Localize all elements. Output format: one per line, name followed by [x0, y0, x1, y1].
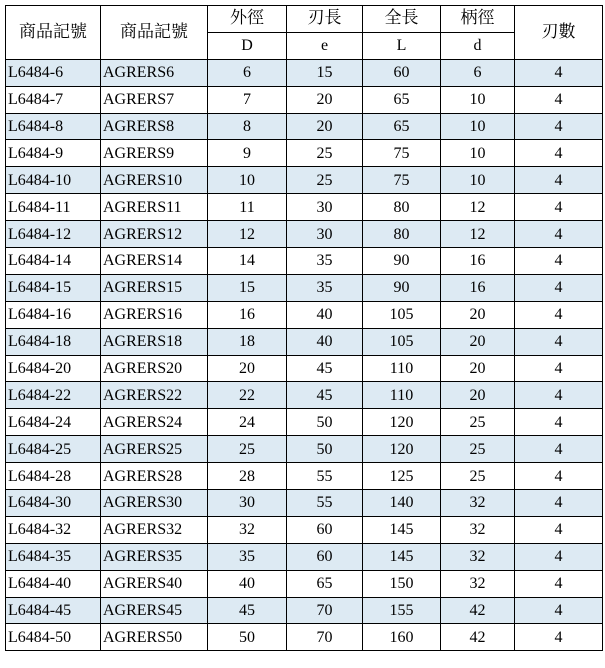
product-code-cell: AGRERS7 [101, 86, 208, 113]
blade-length-cell: 70 [287, 624, 363, 651]
outer-diameter-cell: 12 [208, 221, 287, 248]
table-row [6, 221, 603, 248]
header-total-length-symbol: L [363, 32, 441, 59]
outer-diameter-cell: 14 [208, 248, 287, 275]
table-row [6, 328, 603, 355]
shank-diameter-cell: 32 [441, 543, 515, 570]
total-length-cell: 120 [363, 436, 441, 463]
blade-length-cell: 15 [287, 59, 363, 86]
table-row [6, 570, 603, 597]
outer-diameter-cell: 25 [208, 436, 287, 463]
shank-diameter-cell: 12 [441, 221, 515, 248]
total-length-cell: 65 [363, 113, 441, 140]
product-code-cell: AGRERS32 [101, 516, 208, 543]
blade-length-cell: 35 [287, 274, 363, 301]
item-code-cell: L6484-8 [6, 113, 101, 140]
outer-diameter-cell: 11 [208, 194, 287, 221]
product-code-cell: AGRERS40 [101, 570, 208, 597]
outer-diameter-cell: 10 [208, 167, 287, 194]
item-code-cell: L6484-28 [6, 463, 101, 490]
total-length-cell: 140 [363, 490, 441, 517]
item-code-cell: L6484-30 [6, 490, 101, 517]
shank-diameter-cell: 10 [441, 140, 515, 167]
outer-diameter-cell: 32 [208, 516, 287, 543]
flutes-cell: 4 [515, 113, 603, 140]
flutes-cell: 4 [515, 328, 603, 355]
total-length-cell: 155 [363, 597, 441, 624]
shank-diameter-cell: 10 [441, 86, 515, 113]
flutes-cell: 4 [515, 194, 603, 221]
shank-diameter-cell: 32 [441, 516, 515, 543]
blade-length-cell: 50 [287, 436, 363, 463]
product-code-cell: AGRERS12 [101, 221, 208, 248]
product-code-cell: AGRERS20 [101, 355, 208, 382]
product-code-cell: AGRERS45 [101, 597, 208, 624]
table-row [6, 382, 603, 409]
table-row [6, 113, 603, 140]
table-row [6, 409, 603, 436]
header-item-code: 商品記號 [6, 6, 101, 60]
shank-diameter-cell: 6 [441, 59, 515, 86]
item-code-cell: L6484-18 [6, 328, 101, 355]
table-row [6, 140, 603, 167]
item-code-cell: L6484-6 [6, 59, 101, 86]
flutes-cell: 4 [515, 382, 603, 409]
flutes-cell: 4 [515, 86, 603, 113]
outer-diameter-cell: 24 [208, 409, 287, 436]
table-row [6, 194, 603, 221]
product-code-cell: AGRERS14 [101, 248, 208, 275]
shank-diameter-cell: 42 [441, 597, 515, 624]
shank-diameter-cell: 32 [441, 570, 515, 597]
blade-length-cell: 55 [287, 463, 363, 490]
blade-length-cell: 30 [287, 221, 363, 248]
product-code-cell: AGRERS10 [101, 167, 208, 194]
total-length-cell: 80 [363, 194, 441, 221]
item-code-cell: L6484-11 [6, 194, 101, 221]
product-code-cell: AGRERS25 [101, 436, 208, 463]
shank-diameter-cell: 25 [441, 463, 515, 490]
header-row-titles [6, 6, 603, 33]
total-length-cell: 160 [363, 624, 441, 651]
product-code-cell: AGRERS28 [101, 463, 208, 490]
shank-diameter-cell: 20 [441, 382, 515, 409]
blade-length-cell: 55 [287, 490, 363, 517]
total-length-cell: 110 [363, 382, 441, 409]
flutes-cell: 4 [515, 490, 603, 517]
blade-length-cell: 30 [287, 194, 363, 221]
blade-length-cell: 40 [287, 328, 363, 355]
outer-diameter-cell: 16 [208, 301, 287, 328]
header-shank-diameter: 柄徑 [441, 6, 515, 33]
total-length-cell: 105 [363, 328, 441, 355]
shank-diameter-cell: 25 [441, 436, 515, 463]
outer-diameter-cell: 40 [208, 570, 287, 597]
outer-diameter-cell: 20 [208, 355, 287, 382]
header-product-code: 商品記號 [101, 6, 208, 60]
outer-diameter-cell: 50 [208, 624, 287, 651]
item-code-cell: L6484-22 [6, 382, 101, 409]
table-row [6, 59, 603, 86]
item-code-cell: L6484-32 [6, 516, 101, 543]
total-length-cell: 110 [363, 355, 441, 382]
total-length-cell: 60 [363, 59, 441, 86]
total-length-cell: 120 [363, 409, 441, 436]
table-row [6, 301, 603, 328]
total-length-cell: 105 [363, 301, 441, 328]
outer-diameter-cell: 18 [208, 328, 287, 355]
shank-diameter-cell: 10 [441, 113, 515, 140]
total-length-cell: 80 [363, 221, 441, 248]
outer-diameter-cell: 8 [208, 113, 287, 140]
item-code-cell: L6484-24 [6, 409, 101, 436]
item-code-cell: L6484-35 [6, 543, 101, 570]
header-flutes: 刃數 [515, 6, 603, 60]
table-row [6, 516, 603, 543]
header-blade-length: 刃長 [287, 6, 363, 33]
shank-diameter-cell: 16 [441, 248, 515, 275]
table-row [6, 86, 603, 113]
blade-length-cell: 45 [287, 355, 363, 382]
flutes-cell: 4 [515, 597, 603, 624]
product-code-cell: AGRERS11 [101, 194, 208, 221]
blade-length-cell: 25 [287, 167, 363, 194]
item-code-cell: L6484-45 [6, 597, 101, 624]
shank-diameter-cell: 12 [441, 194, 515, 221]
outer-diameter-cell: 7 [208, 86, 287, 113]
item-code-cell: L6484-16 [6, 301, 101, 328]
table-row [6, 355, 603, 382]
shank-diameter-cell: 20 [441, 328, 515, 355]
item-code-cell: L6484-15 [6, 274, 101, 301]
table-row [6, 436, 603, 463]
shank-diameter-cell: 10 [441, 167, 515, 194]
flutes-cell: 4 [515, 463, 603, 490]
table-row [6, 274, 603, 301]
shank-diameter-cell: 20 [441, 301, 515, 328]
total-length-cell: 75 [363, 167, 441, 194]
header-blade-length-symbol: e [287, 32, 363, 59]
flutes-cell: 4 [515, 274, 603, 301]
header-total-length: 全長 [363, 6, 441, 33]
shank-diameter-cell: 20 [441, 355, 515, 382]
blade-length-cell: 20 [287, 113, 363, 140]
product-code-cell: AGRERS18 [101, 328, 208, 355]
product-code-cell: AGRERS15 [101, 274, 208, 301]
flutes-cell: 4 [515, 516, 603, 543]
outer-diameter-cell: 30 [208, 490, 287, 517]
shank-diameter-cell: 25 [441, 409, 515, 436]
outer-diameter-cell: 9 [208, 140, 287, 167]
total-length-cell: 145 [363, 543, 441, 570]
product-code-cell: AGRERS24 [101, 409, 208, 436]
flutes-cell: 4 [515, 167, 603, 194]
blade-length-cell: 25 [287, 140, 363, 167]
item-code-cell: L6484-10 [6, 167, 101, 194]
total-length-cell: 90 [363, 248, 441, 275]
flutes-cell: 4 [515, 570, 603, 597]
total-length-cell: 65 [363, 86, 441, 113]
outer-diameter-cell: 15 [208, 274, 287, 301]
product-code-cell: AGRERS50 [101, 624, 208, 651]
product-code-cell: AGRERS30 [101, 490, 208, 517]
flutes-cell: 4 [515, 543, 603, 570]
outer-diameter-cell: 6 [208, 59, 287, 86]
outer-diameter-cell: 35 [208, 543, 287, 570]
item-code-cell: L6484-7 [6, 86, 101, 113]
blade-length-cell: 70 [287, 597, 363, 624]
blade-length-cell: 60 [287, 516, 363, 543]
flutes-cell: 4 [515, 248, 603, 275]
flutes-cell: 4 [515, 301, 603, 328]
blade-length-cell: 35 [287, 248, 363, 275]
item-code-cell: L6484-14 [6, 248, 101, 275]
total-length-cell: 145 [363, 516, 441, 543]
flutes-cell: 4 [515, 436, 603, 463]
blade-length-cell: 60 [287, 543, 363, 570]
table-row [6, 463, 603, 490]
blade-length-cell: 65 [287, 570, 363, 597]
total-length-cell: 150 [363, 570, 441, 597]
flutes-cell: 4 [515, 355, 603, 382]
item-code-cell: L6484-40 [6, 570, 101, 597]
table-header [6, 6, 603, 60]
shank-diameter-cell: 32 [441, 490, 515, 517]
header-outer-diameter: 外徑 [208, 6, 287, 33]
product-code-cell: AGRERS22 [101, 382, 208, 409]
flutes-cell: 4 [515, 59, 603, 86]
spec-table [5, 5, 603, 651]
total-length-cell: 125 [363, 463, 441, 490]
table-row [6, 248, 603, 275]
item-code-cell: L6484-20 [6, 355, 101, 382]
shank-diameter-cell: 16 [441, 274, 515, 301]
flutes-cell: 4 [515, 140, 603, 167]
table-row [6, 490, 603, 517]
blade-length-cell: 40 [287, 301, 363, 328]
outer-diameter-cell: 45 [208, 597, 287, 624]
table-row [6, 543, 603, 570]
outer-diameter-cell: 28 [208, 463, 287, 490]
item-code-cell: L6484-25 [6, 436, 101, 463]
blade-length-cell: 45 [287, 382, 363, 409]
total-length-cell: 90 [363, 274, 441, 301]
header-shank-diameter-symbol: d [441, 32, 515, 59]
table-row [6, 624, 603, 651]
product-code-cell: AGRERS9 [101, 140, 208, 167]
item-code-cell: L6484-50 [6, 624, 101, 651]
product-code-cell: AGRERS6 [101, 59, 208, 86]
blade-length-cell: 20 [287, 86, 363, 113]
flutes-cell: 4 [515, 624, 603, 651]
product-code-cell: AGRERS35 [101, 543, 208, 570]
total-length-cell: 75 [363, 140, 441, 167]
table-body [6, 59, 603, 651]
flutes-cell: 4 [515, 221, 603, 248]
header-outer-diameter-symbol: D [208, 32, 287, 59]
outer-diameter-cell: 22 [208, 382, 287, 409]
product-code-cell: AGRERS8 [101, 113, 208, 140]
shank-diameter-cell: 42 [441, 624, 515, 651]
product-code-cell: AGRERS16 [101, 301, 208, 328]
item-code-cell: L6484-12 [6, 221, 101, 248]
table-row [6, 167, 603, 194]
table-row [6, 597, 603, 624]
blade-length-cell: 50 [287, 409, 363, 436]
item-code-cell: L6484-9 [6, 140, 101, 167]
flutes-cell: 4 [515, 409, 603, 436]
